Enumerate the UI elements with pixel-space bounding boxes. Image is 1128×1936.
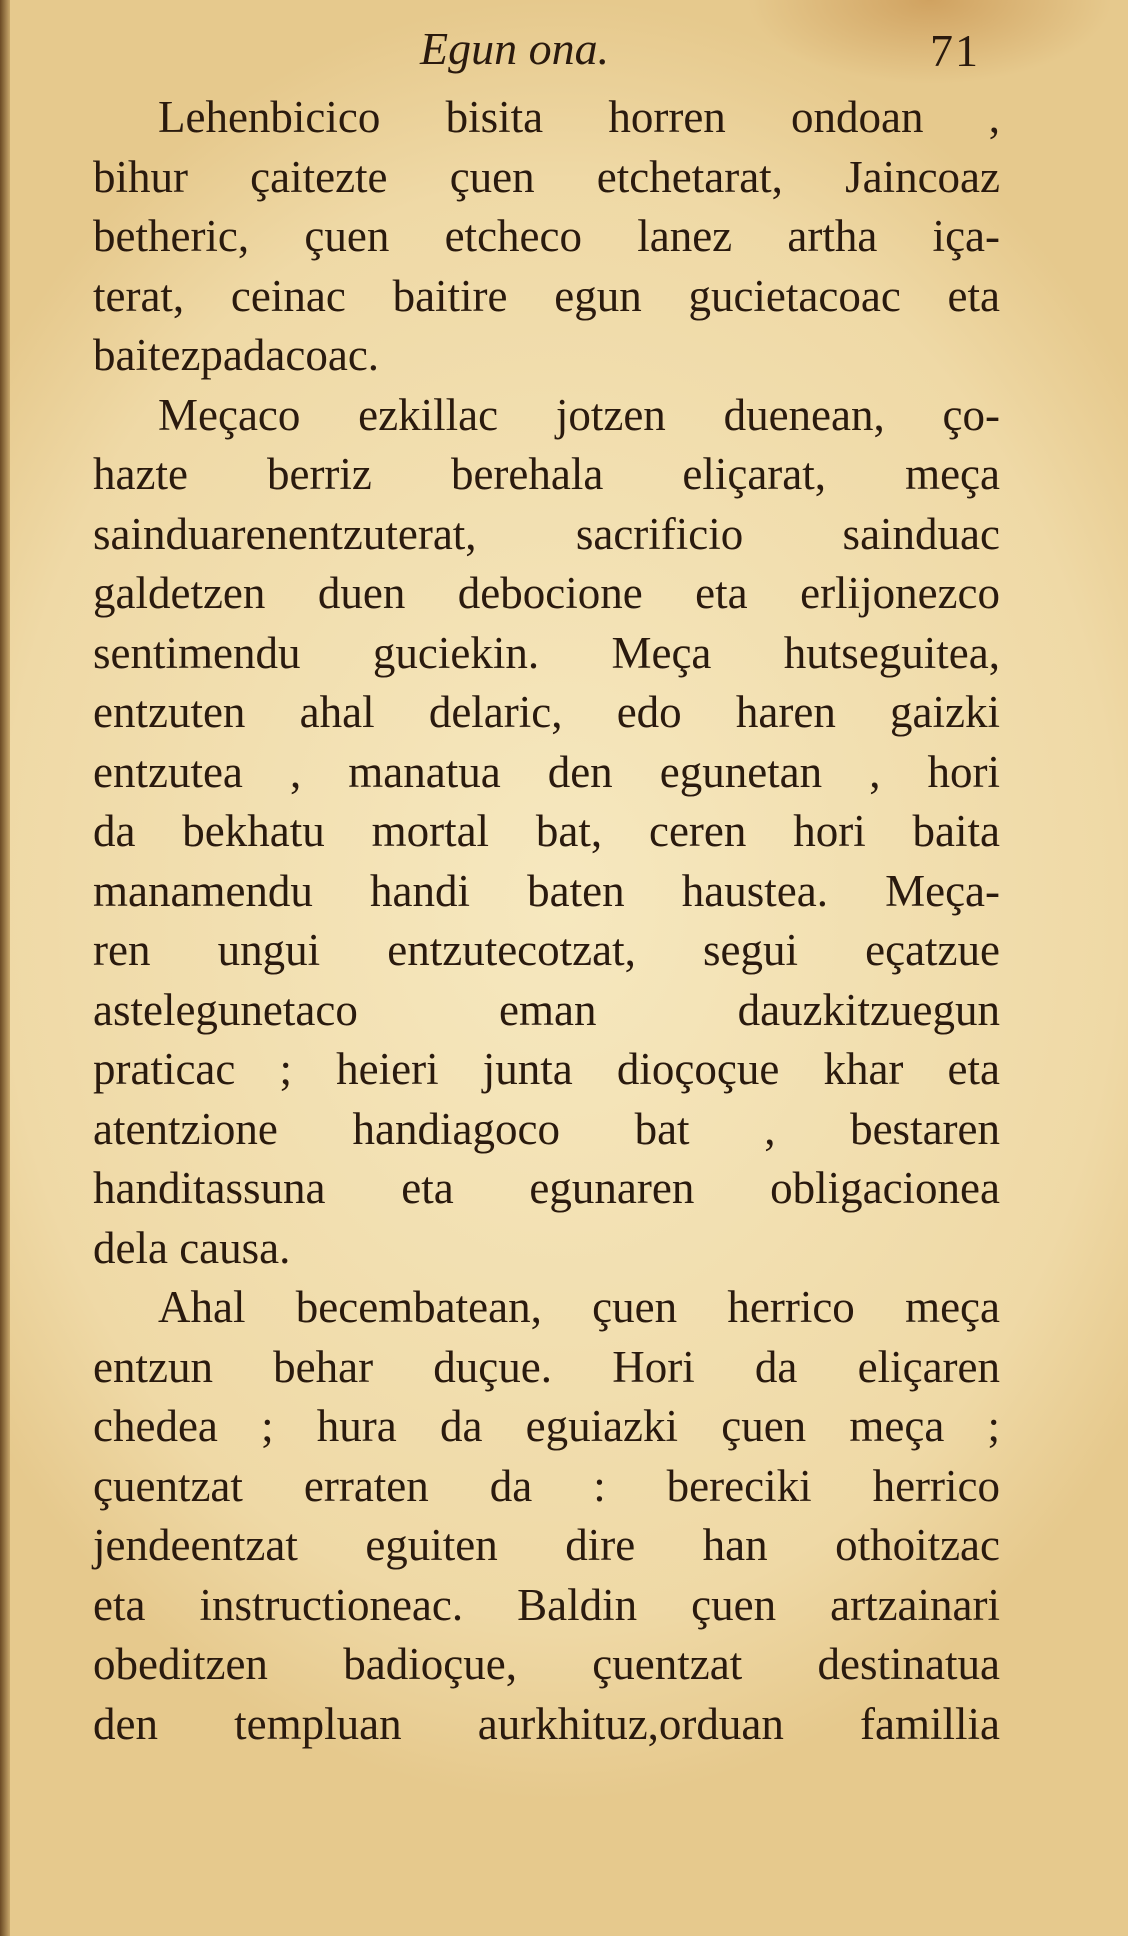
text-line: entzuten ahal delaric, edo haren gaizki — [93, 687, 1000, 737]
text-line: galdetzen duen debocione eta erlijonezco — [93, 568, 1000, 618]
text-line: den templuan aurkhituz,orduan famillia — [93, 1698, 1000, 1749]
text-line: manamendu handi baten haustea. Meça- — [93, 865, 1000, 916]
text-line: sainduarenentzuterat, sacrificio sainduac — [93, 508, 1000, 559]
text-line: astelegunetaco eman dauzkitzuegun — [93, 984, 1000, 1035]
text-line: eta instructioneac. Baldin çuen artzainari — [93, 1579, 1000, 1630]
page-edge — [0, 0, 10, 1936]
text-line: ren ungui entzutecotzat, segui eçatzue — [93, 925, 1000, 975]
text-line: da bekhatu mortal bat, ceren hori baita — [93, 806, 1000, 856]
text-line: entzutea , manatua den egunetan , hori — [93, 746, 1000, 797]
text-line: hazte berriz berehala eliçarat, meça — [93, 449, 1000, 499]
text-line: handitassuna eta egunaren obligacionea — [93, 1163, 1000, 1213]
text-line: dela causa. — [93, 1222, 291, 1273]
text-line: entzun behar duçue. Hori da eliçaren — [93, 1341, 1000, 1392]
text-line: betheric, çuen etcheco lanez artha iça- — [93, 211, 1000, 261]
text-line: jendeentzat eguiten dire han othoitzac — [93, 1520, 1000, 1570]
text-line: praticac ; heieri junta dioçoçue khar eta — [93, 1044, 1000, 1094]
text-line: bihur çaitezte çuen etchetarat, Jaincoaz — [93, 151, 1000, 202]
text-line: çuentzat erraten da : bereciki herrico — [93, 1460, 1000, 1511]
page-number: 71 — [930, 25, 980, 76]
text-line: Meçaco ezkillac jotzen duenean, ço- — [158, 389, 1000, 440]
text-line: atentzione handiagoco bat , bestaren — [93, 1103, 1000, 1154]
text-line: obeditzen badioçue, çuentzat destinatua — [93, 1639, 1000, 1689]
body-text — [93, 88, 1000, 1754]
text-line: terat, ceinac baitire egun gucietacoac eta — [93, 270, 1000, 321]
running-title: Egun ona. — [420, 23, 610, 74]
text-line: Ahal becembatean, çuen herrico meça — [158, 1282, 1000, 1332]
text-line: sentimendu guciekin. Meça hutseguitea, — [93, 627, 1000, 678]
text-line: baitezpadacoac. — [93, 330, 380, 380]
text-line: chedea ; hura da eguiazki çuen meça ; — [93, 1401, 1000, 1451]
text-line: Lehenbicico bisita horren ondoan , — [158, 92, 1000, 142]
page-header — [0, 22, 1128, 82]
